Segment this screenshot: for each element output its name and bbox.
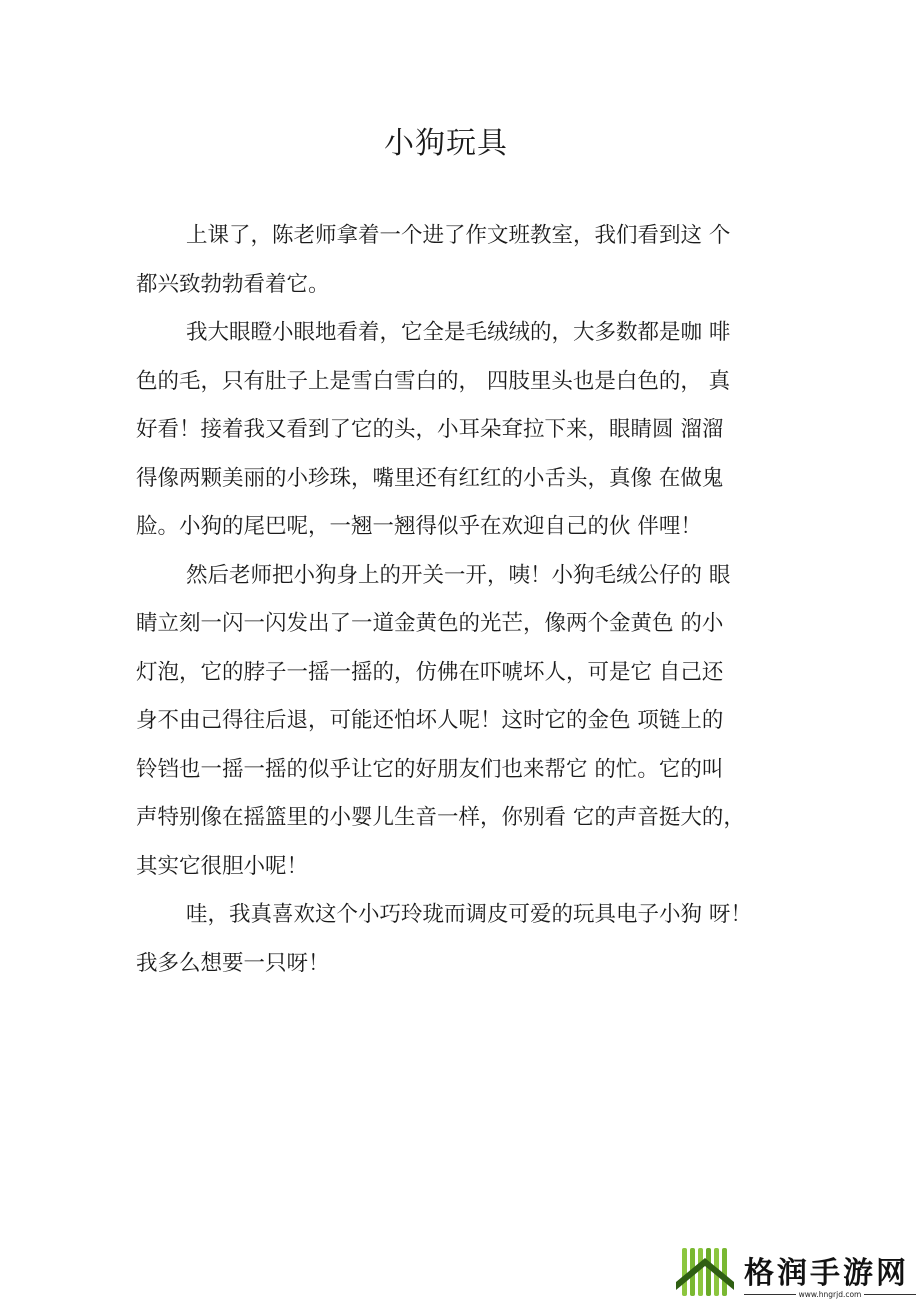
divider-line [864,1294,916,1295]
paragraph-2 [136,309,776,552]
text-line: 其实它很胆小呢！ [136,853,309,879]
text-line: 脸。小狗的尾巴呢，一翘一翘得似乎在欢迎自己的伙 伴哩！ [136,514,702,539]
divider-line [744,1294,796,1295]
text-line: 我多么想要一只呀！ [136,950,330,976]
text-line: 睛立刻一闪一闪发出了一道金黄色的光芒，像两个金黄色 的小 [136,611,724,636]
site-watermark [672,1238,920,1303]
watermark-url: www.hngrjd.com [798,1290,862,1299]
watermark-site-name: 格润手游网 [744,1256,909,1291]
document-title: 小狗玩具 [384,126,508,161]
text-line: 上课了，陈老师拿着一个进了作文班教室，我们看到这 个 [186,223,731,248]
paragraph-1 [136,212,776,309]
paragraph-3 [136,552,776,892]
text-line: 色的毛，只有肚子上是雪白雪白的， 四肢里头也是白色的， 真 [136,368,731,394]
text-line: 哇，我真喜欢这个小巧玲珑而调皮可爱的玩具电子小狗 呀！ [186,902,752,927]
text-line: 身不由己得往后退，可能还怕坏人呢！这时它的金色 项链上的 [136,708,724,733]
text-line: 然后老师把小狗身上的开关一开，咦！小狗毛绒公仔的 眼 [186,562,731,588]
text-line: 都兴致勃勃看着它。 [136,271,330,297]
text-line: 我大眼瞪小眼地看着，它全是毛绒绒的，大多数都是咖 啡 [186,320,731,345]
paragraph-4 [136,891,776,988]
text-line: 得像两颗美丽的小珍珠，嘴里还有红红的小舌头，真像 在做鬼 [136,465,724,491]
essay-body [136,212,776,988]
watermark-url-row [744,1290,916,1299]
text-line: 灯泡，它的脖子一摇一摇的，仿佛在吓唬坏人，可是它 自己还 [136,659,724,685]
text-line: 好看！接着我又看到了它的头，小耳朵耷拉下来，眼睛圆 溜溜 [136,417,724,442]
green-house-stripes-logo-icon [676,1244,734,1300]
text-line: 铃铛也一摇一摇的似乎让它的好朋友们也来帮它 的忙。它的叫 [136,756,724,782]
text-line: 声特别像在摇篮里的小婴儿生音一样，你别看 它的声音挺大的， [136,805,745,830]
